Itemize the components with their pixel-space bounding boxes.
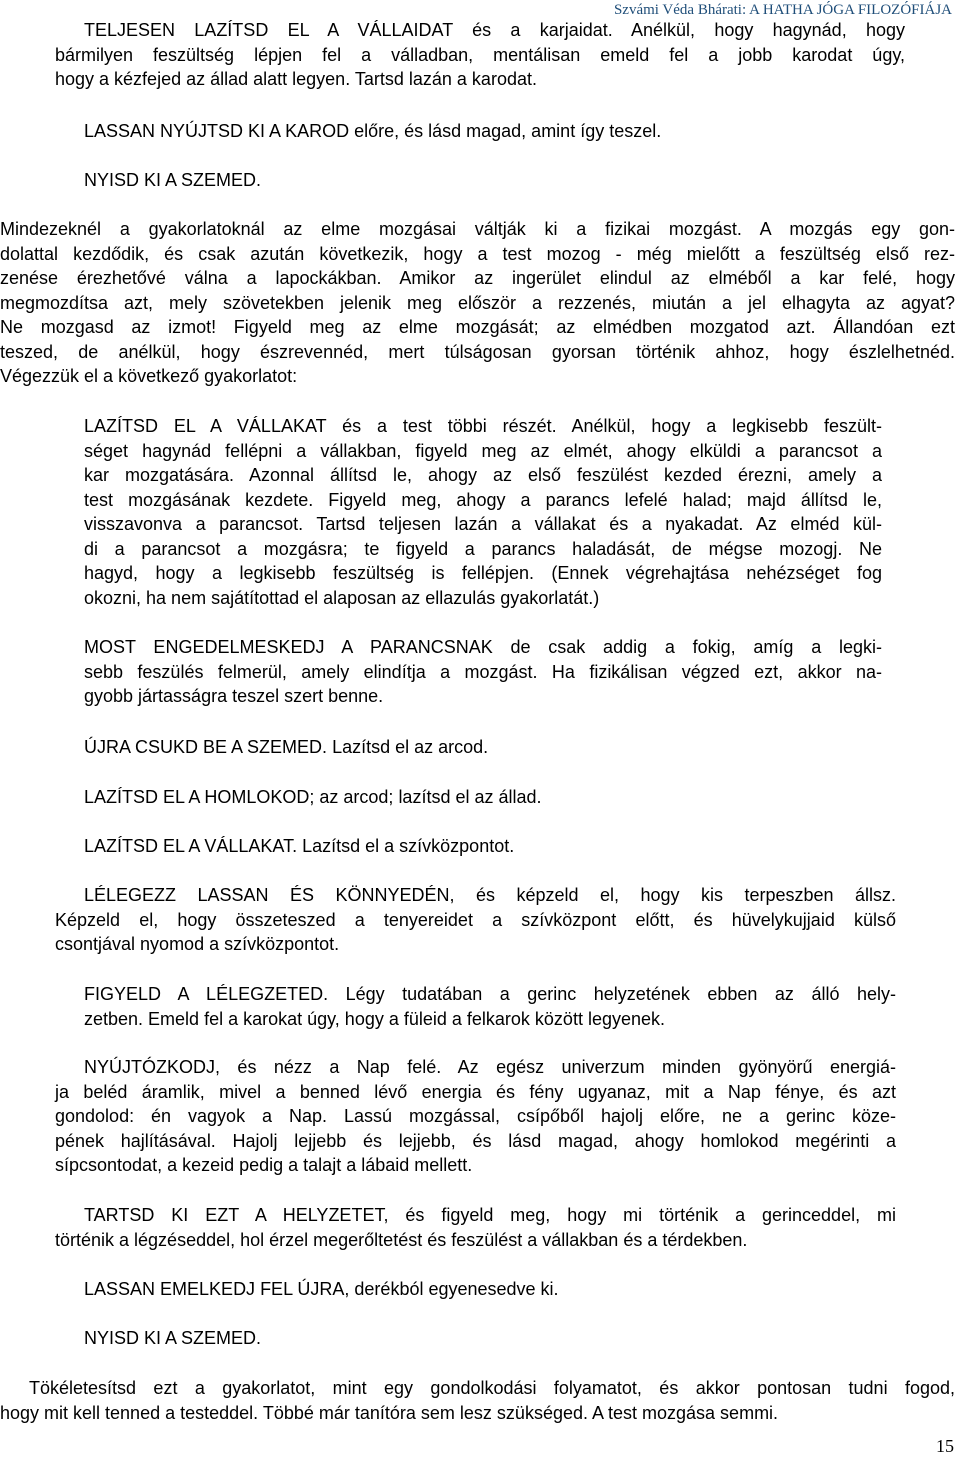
text-line: bármilyen feszültség lépjen fel a válladban, mentálisan emeld fel a jobb karodat úgy, — [55, 44, 905, 65]
text-line: okozni, ha nem sajátítottad el alaposan az ellazulás gyakorlatát.) — [84, 587, 600, 608]
text-line: LAZÍTSD EL A VÁLLAKAT és a test többi részét. Anélkül, hogy a legkisebb feszült- — [84, 416, 882, 436]
text-line: visszavonva a parancsot. Tartsd teljesen lazán a vállakat és a nyakadat. Az elméd kül- — [84, 514, 882, 534]
text-line: Végezzük el a következő gyakorlatot: — [0, 366, 298, 386]
paragraph — [84, 168, 261, 193]
text-line: hogy a kézfejed az állad alatt legyen. Tartsd lazán a karodat. — [55, 69, 537, 89]
paragraph — [84, 735, 488, 760]
text-line: ÚJRA CSUKD BE A SZEMED. Lazítsd el az arcod. — [84, 737, 489, 757]
text-line: zenése érezhetővé válna a lapockákban. Amikor az ingerület elindul az elméből a kar felé, hogy — [0, 268, 955, 288]
text-line: LAZÍTSD EL A VÁLLAKAT. Lazítsd el a szívközpontot. — [84, 836, 515, 856]
paragraph — [84, 834, 514, 859]
text-line: Tökéletesítsd ezt a gyakorlatot, mint egy gondolkodási folyamatot, és akkor pontosan tudni fogod, — [29, 1378, 955, 1398]
paragraph — [84, 785, 542, 810]
text-line: hagyd, hogy a legkisebb feszültség is fellépjen. (Ennek végrehajtása nehézséget fog — [84, 563, 882, 583]
text-line: csontjával nyomod a szívközpontot. — [55, 934, 340, 954]
paragraph — [84, 414, 882, 610]
text-line: sebb feszülés felmerül, amely elindítja a mozgást. Ha fizikálisan végzed ezt, akkor na- — [84, 661, 882, 682]
text-line: séget hagynád fellépni a vállakban, figyeld meg az elmét, ahogy elküldi a parancsot a — [84, 440, 882, 461]
paragraph — [84, 119, 661, 144]
running-header: Szvámi Véda Bhárati: A HATHA JÓGA FILOZÓFIÁJA — [613, 2, 952, 18]
text-line: ja beléd áramlik, mivel a benned lévő energia és fény ugyanaz, mit a Nap fénye, és azt — [55, 1081, 896, 1102]
text-line: hogy mit kell tenned a testeddel. Többé már tanítóra sem lesz szükséged. A test mozgása semmi. — [0, 1402, 779, 1423]
text-line: megmozdítsa azt, mely szövetekben jelenik meg először a rezzenés, miután a jel elhagyta az agyat? — [0, 292, 955, 313]
text-line: Képzeld el, hogy összeteszed a tenyereidet a szívközpont előtt, és hüvelykujjaid külső — [55, 909, 896, 930]
text-line: test mozgásának kezdete. Figyeld meg, ahogy a parancs lefelé halad; majd állítsd le, — [84, 489, 882, 510]
paragraph — [84, 982, 896, 1031]
paragraph — [55, 1203, 896, 1252]
text-line: LÉLEGEZZ LASSAN ÉS KÖNNYEDÉN, és képzeld el, hogy kis terpeszben állsz. — [84, 885, 896, 905]
text-line: LASSAN EMELKEDJ FEL ÚJRA, derékból egyenesedve ki. — [84, 1279, 559, 1299]
text-line: FIGYELD A LÉLEGZETED. Légy tudatában a gerinc helyzetének ebben az álló hely- — [84, 984, 896, 1004]
text-line: MOST ENGEDELMESKEDJ A PARANCSNAK de csak addig a fokig, amíg a legki- — [84, 637, 882, 657]
text-line: sípcsontodat, a kezeid pedig a talajt a lábaid mellett. — [55, 1155, 473, 1175]
text-line: Ne mozgasd az izmot! Figyeld meg az elme mozgását; az elmédben mozgatod azt. Állandóan ezt — [0, 317, 955, 337]
text-line: TARTSD KI EZT A HELYZETET, és figyeld meg, hogy mi történik a gerinceddel, mi — [84, 1205, 896, 1225]
page-number: 15 — [936, 1436, 954, 1456]
text-line: NYÚJTÓZKODJ, és nézz a Nap felé. Az egész univerzum minden gyönyörű energiá- — [84, 1057, 896, 1077]
paragraph — [0, 1376, 955, 1425]
paragraph — [55, 18, 905, 92]
text-line: zetben. Emeld fel a karokat úgy, hogy a füleid a felkarok között legyenek. — [84, 1008, 666, 1029]
text-line: NYISD KI A SZEMED. — [84, 170, 262, 190]
text-line: dolattal kezdődik, és csak azután következik, hogy a test mozog - még mielőtt a feszültség első rez- — [0, 243, 955, 264]
text-line: pének hajlításával. Hajolj lejjebb és lejjebb, és lásd magad, ahogy homlokod megérinti a — [55, 1130, 896, 1151]
paragraph — [0, 217, 955, 389]
paragraph — [55, 883, 896, 957]
text-line: di a parancsot a mozgásra; te figyeld a parancs haladását, de mégse mozogj. Ne — [84, 538, 882, 559]
paragraph — [55, 1055, 896, 1178]
text-line: gyobb jártasságra teszel szert benne. — [84, 686, 384, 706]
paragraph — [84, 635, 882, 709]
paragraph — [84, 1277, 559, 1302]
text-line: történik a légzéseddel, hol érzel megerőltetést és feszülést a vállakban és a térdekben. — [55, 1229, 748, 1250]
paragraph — [84, 1326, 261, 1351]
text-line: Mindezeknél a gyakorlatoknál az elme mozgásai váltják ki a fizikai mozgást. A mozgás egy gon- — [0, 219, 955, 239]
text-line: NYISD KI A SZEMED. — [84, 1328, 262, 1348]
text-line: gondolod: én vagyok a Nap. Lassú mozgással, csípőből hajolj előre, ne a gerinc köze- — [55, 1106, 896, 1126]
text-line: LAZÍTSD EL A HOMLOKOD; az arcod; lazítsd el az állad. — [84, 787, 542, 807]
text-line: LASSAN NYÚJTSD KI A KAROD előre, és lásd magad, amint így teszel. — [84, 121, 662, 141]
text-line: TELJESEN LAZÍTSD EL A VÁLLAIDAT és a karjaidat. Anélkül, hogy hagynád, hogy — [84, 20, 905, 40]
text-line: kar mozgatására. Azonnal állítsd le, ahogy az első feszülést kezded érezni, amely a — [84, 465, 882, 485]
text-line: teszed, de anélkül, hogy észrevennéd, mert túlságosan gyorsan történik ahhoz, hogy észlelhetnéd. — [0, 341, 955, 362]
